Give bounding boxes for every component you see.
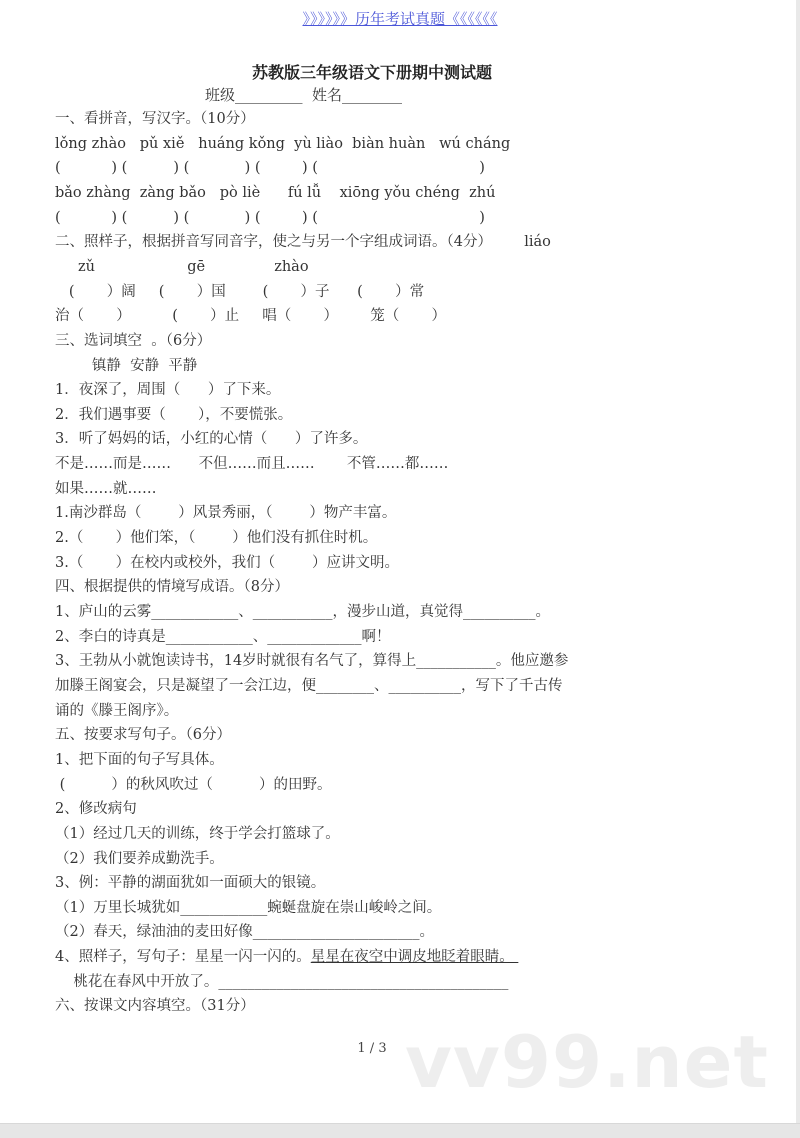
document-line: 2.（ ）他们笨，（ ）他们没有抓住时机。	[55, 530, 378, 547]
document-line: 2、李白的诗真是____________、_____________啊！	[55, 628, 391, 645]
document-line: 3．听了妈妈的话，小红的心情（ ）了许多。	[55, 431, 368, 448]
document-line: （2）春天，绿油油的麦田好像_______________________。	[55, 924, 434, 941]
document-line: 2．我们遇事要（ ），不要慌张。	[55, 406, 293, 423]
document-line: zǔ gē zhào	[55, 258, 309, 275]
document-line: ( ）的秋风吹过（ ）的田野。	[55, 776, 332, 793]
document-line: lǒng zhào pǔ xiě huáng kǒng yù liào biàn huàn wú cháng	[55, 135, 511, 152]
document-line: 3、例：平静的湖面犹如一面硕大的银镜。	[55, 875, 326, 892]
document-line: 3.（ ）在校内或校外，我们（ ）应讲文明。	[55, 554, 399, 571]
document-line: 1．夜深了，周围（ ）了下来。	[55, 382, 281, 399]
class-name-line: 班级_________ 姓名________	[205, 86, 403, 104]
scrollbar-track[interactable]	[796, 0, 800, 1123]
document-line: （1）经过几天的训练，终于学会打篮球了。	[55, 825, 340, 842]
document-line: 1、把下面的句子写具体。	[55, 751, 224, 768]
document-line: （1）万里长城犹如____________蜿蜒盘旋在崇山峻岭之间。	[55, 899, 442, 916]
document-line: 1、庐山的云雾____________、___________，漫步山道，真觉得__________。	[55, 604, 550, 620]
bottom-bar	[0, 1123, 800, 1138]
document-line: 一、看拼音，写汉字。（10分）	[55, 111, 255, 127]
document-line: 五、按要求写句子。（6分）	[55, 727, 231, 744]
example-prefix: 4、照样子，写句子：星星一闪一闪的。	[55, 949, 311, 966]
document-line: 诵的《滕王阁序》。	[55, 702, 179, 719]
document-line: 如果……就……	[55, 480, 157, 497]
document-line: 桃花在春风中开放了。________________________________________	[55, 973, 509, 990]
document-line: （2）我们要养成勤洗手。	[55, 850, 224, 867]
example-sentence-line	[55, 947, 518, 967]
watermark: vv99.net	[405, 1020, 769, 1104]
document-line: 3、王勃从小就饱读诗书，14岁时就很有名气了，算得上___________。他应邀参	[55, 653, 569, 670]
document-line: 镇静 安静 平静	[55, 357, 198, 374]
document-line: 治（ ） ( ）止 唱（ ） 笼（ ）	[55, 308, 447, 325]
document-line: 不是……而是…… 不但……而且…… 不管……都……	[55, 456, 449, 473]
example-underlined: 星星在夜空中调皮地眨着眼睛。	[310, 949, 519, 966]
document-line: 四、根据提供的情境写成语。（8分）	[55, 579, 289, 596]
document-line: 二、照样子，根据拼音写同音字，使之与另一个字组成词语。（4分） liáo	[55, 234, 551, 251]
document-line: 六、按课文内容填空。（31分）	[55, 998, 255, 1015]
document-line: 三、选词填空 。（6分）	[55, 332, 212, 349]
document-line: ( ）阔 ( ）国 ( ）子 ( ）常	[55, 283, 425, 300]
document-line: bǎo zhàng zàng bǎo pò liè fú lǚ xiōng yǒu chéng zhú	[55, 184, 496, 201]
document-line: ( ) ( ) ( ) ( ) ( )	[55, 209, 485, 226]
document-line: 2、修改病句	[55, 801, 137, 818]
header-link[interactable]: 》》》》》》历年考试真题《《《《《《	[302, 10, 498, 28]
document-line: ( ) ( ) ( ) ( ) ( )	[55, 160, 485, 177]
document-line: 1.南沙群岛（ ）风景秀丽，（ ）物产丰富。	[55, 505, 397, 522]
page-title: 苏教版三年级语文下册期中测试题	[251, 63, 492, 82]
document-line: 加滕王阁宴会，只是凝望了一会江边，便________、__________，写下了千古传	[55, 677, 563, 694]
page-number: 1 / 3	[357, 1041, 387, 1056]
